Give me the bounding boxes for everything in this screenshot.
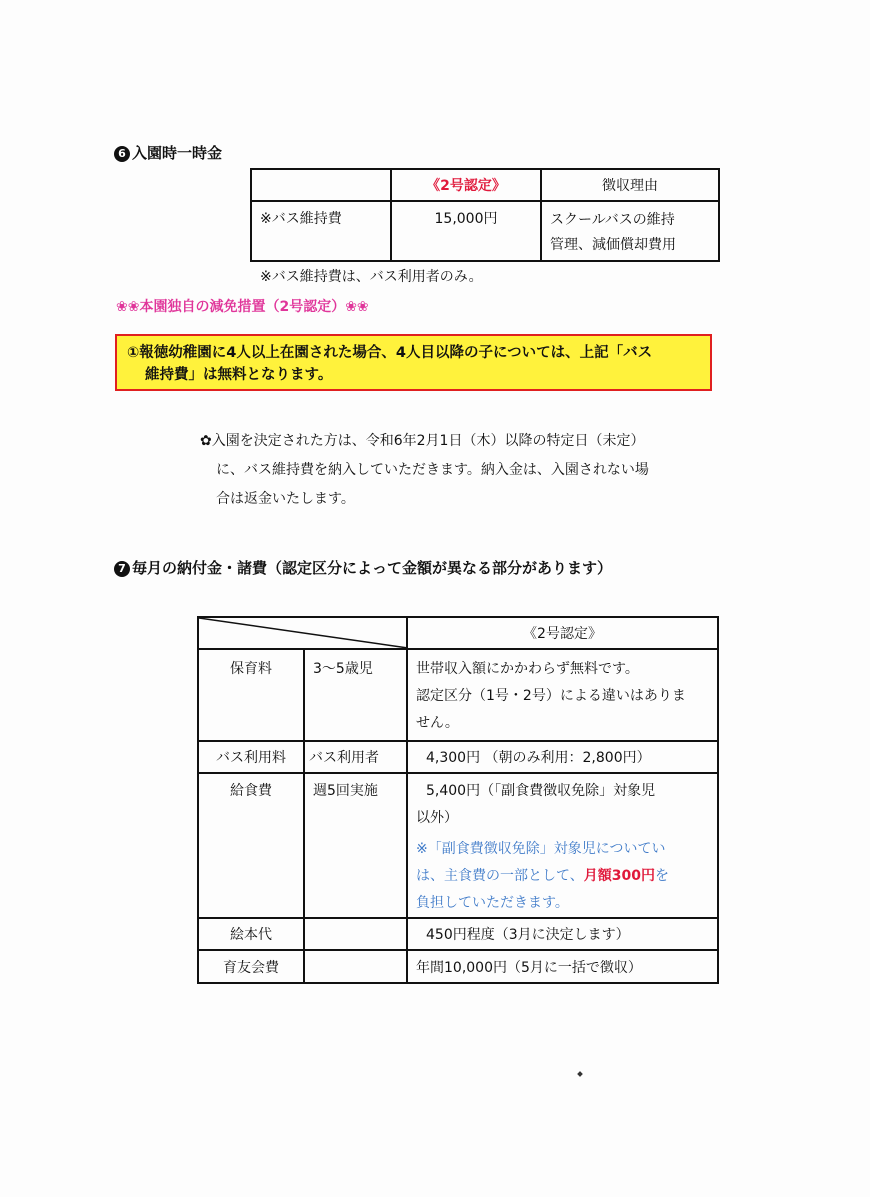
monthly-header-row [198, 617, 718, 649]
row-item: 保育料 [198, 649, 304, 741]
table-row [198, 918, 718, 950]
entry-fee-table [250, 168, 720, 262]
row-target: 3〜5歳児 [304, 649, 407, 741]
table-row [198, 773, 718, 918]
row-detail: 4,300円 （朝のみ利用：2,800円） [407, 741, 718, 773]
diagonal-line [199, 618, 408, 650]
notice-line3: 合は返金いたします。 [216, 491, 355, 507]
row-detail-line: 5,400円（「副食費徴収免除」対象児 [426, 783, 656, 799]
entry-fee-header-empty [251, 169, 391, 201]
monthly-header-certification: 《2号認定》 [407, 617, 718, 649]
row-target [304, 918, 407, 950]
entry-fee-header-reason: 徴収理由 [541, 169, 719, 201]
bus-fee-footnote: ※バス維持費は、バス利用者のみ。 [260, 269, 483, 285]
section6-heading [114, 142, 222, 163]
exemption-note-line3: 負担していただきます。 [416, 895, 569, 911]
row-item: 絵本代 [198, 918, 304, 950]
exemption-note-text: は、主食費の一部として、 [416, 868, 584, 884]
payment-notice [200, 427, 720, 514]
exemption-note-line1: ※「副食費徴収免除」対象児についてい [416, 841, 666, 857]
row-detail-line: 以外） [416, 810, 458, 826]
entry-fee-amount: 15,000円 [391, 201, 541, 261]
discount-box-line1: ①報徳幼稚園に4人以上在園された場合、4人目以降の子については、上記「バス [127, 345, 653, 361]
exemption-note-line2 [416, 863, 709, 890]
row-detail-line: 世帯収入額にかかわらず無料です。 [416, 661, 639, 677]
row-target: 週5回実施 [304, 773, 407, 918]
monthly-fee-table [197, 616, 719, 984]
entry-fee-reason-line1: スクールバスの維持 [550, 212, 675, 228]
section7-number: 7 [114, 561, 130, 577]
row-item: 給食費 [198, 773, 304, 918]
row-detail-line: 認定区分（1号・2号）による違いはありま [416, 688, 686, 704]
entry-fee-reason-line2: 管理、減価償却費用 [550, 237, 676, 253]
section6-title: 入園時一時金 [132, 144, 223, 162]
entry-fee-header-certification: 《2号認定》 [391, 169, 541, 201]
entry-fee-row [251, 201, 719, 261]
row-target: バス利用者 [304, 741, 407, 773]
scan-mark [577, 1071, 583, 1077]
monthly-300-highlight: 月額300円 [583, 868, 655, 884]
notice-line2: に、バス維持費を納入していただきます。納入金は、入園されない場 [216, 462, 649, 478]
row-detail-line: せん。 [416, 715, 459, 731]
notice-line1: 入園を決定された方は、令和6年2月1日（木）以降の特定日（未定） [211, 433, 645, 449]
discount-box-line2: 維持費」は無料となります。 [145, 367, 333, 383]
row-detail [407, 773, 718, 918]
row-detail [407, 649, 718, 741]
row-target [304, 950, 407, 983]
section6-number: 6 [114, 146, 130, 162]
row-detail: 年間10,000円（5月に一括で徴収） [407, 950, 718, 983]
section7-title: 毎月の納付金・諸費（認定区分によって金額が異なる部分があります） [132, 559, 613, 577]
row-detail: 450円程度（3月に決定します） [407, 918, 718, 950]
flower-icon: ✿ [200, 433, 212, 449]
discount-box [115, 334, 712, 391]
row-item: 育友会費 [198, 950, 304, 983]
entry-fee-item: ※バス維持費 [251, 201, 391, 261]
row-item: バス利用料 [198, 741, 304, 773]
exemption-note-text: を [654, 868, 669, 884]
monthly-header-diagonal-cell [198, 617, 407, 649]
entry-fee-reason [541, 201, 719, 261]
table-row [198, 950, 718, 983]
monthly-fee-table-wrap [197, 616, 717, 981]
table-row [198, 649, 718, 741]
entry-fee-header-row [251, 169, 719, 201]
table-row [198, 741, 718, 773]
discount-title: ❀❀本園独自の減免措置（2号認定）❀❀ [116, 299, 369, 315]
section7-heading [114, 557, 612, 578]
